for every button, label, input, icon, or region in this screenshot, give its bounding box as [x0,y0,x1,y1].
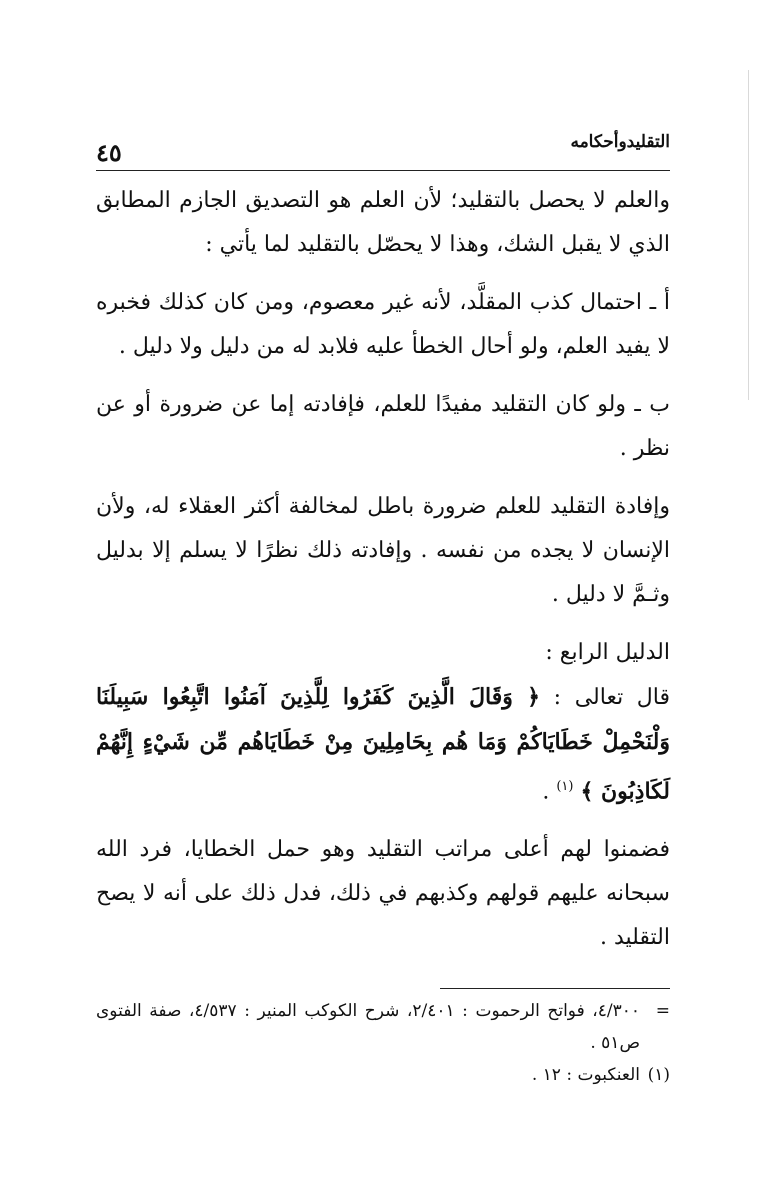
verse-intro: قال تعالى : [540,685,671,710]
footnote-separator [440,988,670,989]
paragraph-point-b: ب ـ ولو كان التقليد مفيدًا للعلم، فإفادته إما عن ضرورة أو عن نظر . [96,392,670,461]
footnote-1 [96,1059,670,1091]
footnote-continuation [96,995,670,1059]
running-title: التقليدوأحكامه [570,132,670,152]
footnote-1-marker: (١) [647,1065,670,1086]
page-number: ٤٥ [96,138,122,167]
footnotes [96,995,670,1091]
paragraph-conclusion: فضمنوا لهم أعلى مراتب التقليد وهو حمل الخطايا، فرد الله سبحانه عليهم قولهم وكذبهم في ذلك، فدل ذلك على أنه لا يصح التقليد . [96,837,670,951]
paragraph-point-a: أ ـ احتمال كذب المقلَّد، لأنه غير معصوم، ومن كان كذلك فخبره لا يفيد العلم، ولو أحال الخطأ عليه فلابد له من دليل ولا دليل . [96,290,670,359]
main-text [96,179,670,960]
book-page [96,118,670,1091]
scan-edge-line [748,70,749,400]
paragraph-necessity: وإفادة التقليد للعلم ضرورة باطل لمخالفة أكثر العقلاء له، ولأن الإنسان لا يجده من نفسه . وإفادته ذلك نظرًا لا يسلم إلا بدليل وثـمَّ لا دليل . [96,494,670,607]
running-header [96,118,670,171]
verse-end: . [542,779,557,805]
footnote-1-text: العنكبوت : ١٢ . [531,1065,640,1086]
quran-verse: ﴿ وَقَالَ الَّذِينَ كَفَرُوا لِلَّذِينَ آمَنُوا اتَّبِعُوا سَبِيلَنَا وَلْنَحْمِلْ خَطَايَاكُمْ وَمَا هُم بِحَامِلِينَ مِنْ خَطَايَاهُم مِّن شَيْءٍ إِنَّهُمْ لَكَاذِبُونَ ﴾ [96,684,670,805]
continuation-text: ٤/٣٠٠، فواتح الرحموت : ٢/٤٠١، شرح الكوكب المنير : ٤/٥٣٧، صفة الفتوى ص٥١ . [96,1001,640,1054]
paragraph-verse [96,675,670,814]
footnote-ref-mark: (١) [556,779,574,794]
section-heading: الدليل الرابع : [545,640,670,665]
continuation-marker: = [655,1001,670,1022]
paragraph-knowledge: والعلم لا يحصل بالتقليد؛ لأن العلم هو التصديق الجازم المطابق الذي لا يقبل الشك، وهذا لا يحصّل بالتقليد لما يأتي : [96,188,670,257]
